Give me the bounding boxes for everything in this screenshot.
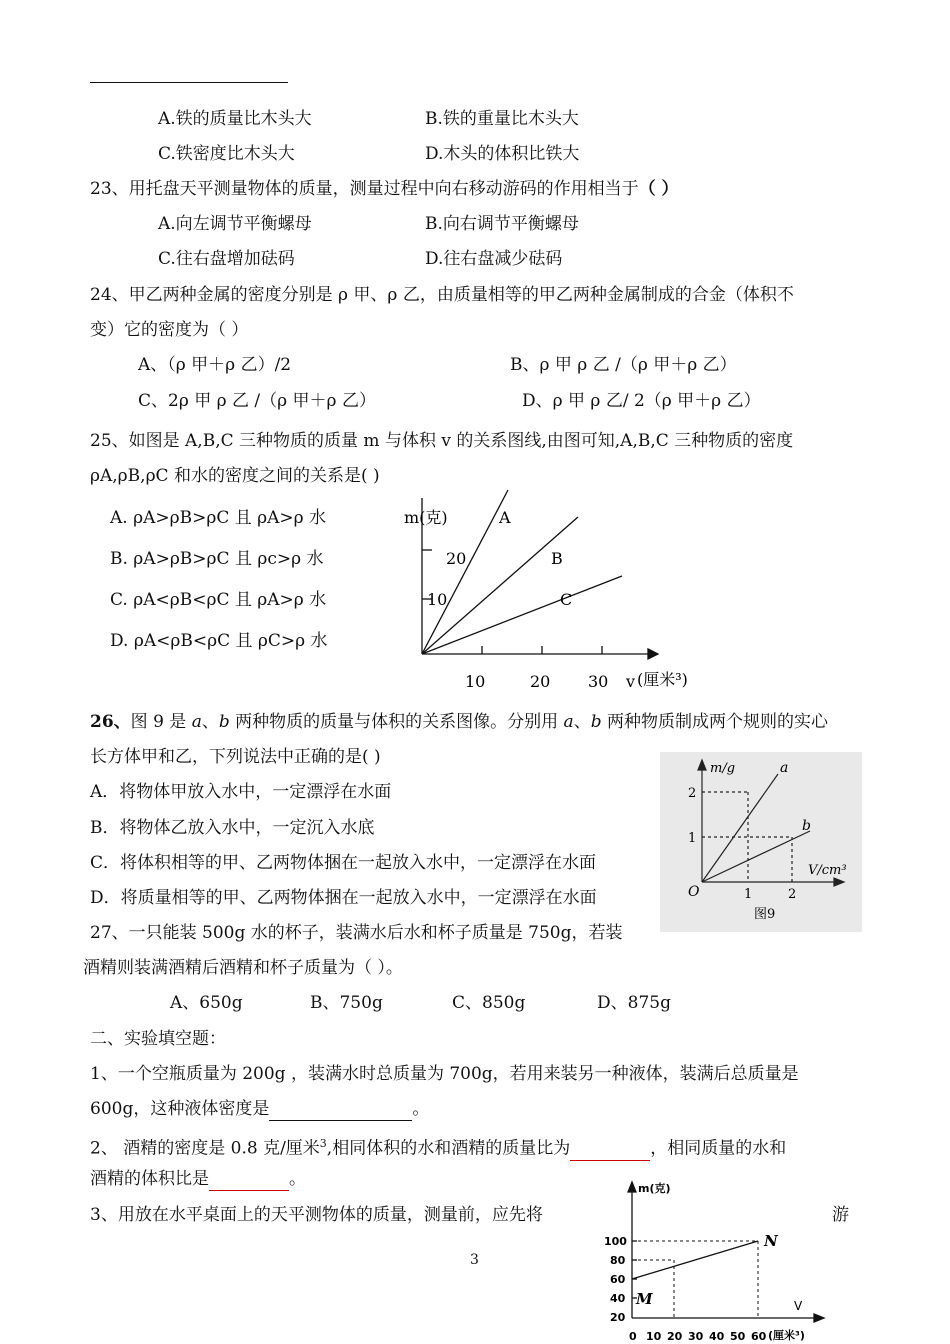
q25-label-b: B [551, 549, 563, 568]
q25-stem-line2: ρA,ρB,ρC 和水的密度之间的关系是( ) [90, 466, 380, 486]
q27-option-b: B、750g [310, 993, 383, 1013]
mn-ytick-100: 100 [604, 1235, 627, 1248]
q26-text-5: 两种物质制成两个规则的实心 [601, 712, 828, 732]
figure-9-graph [660, 752, 862, 932]
s2-q2-end: 。 [289, 1169, 306, 1189]
q25-x-unit: (厘米³) [637, 670, 688, 689]
q25-option-d: D. ρA<ρB<ρC 且 ρC>ρ 水 [110, 631, 328, 651]
q26-var-a2: a [563, 712, 574, 732]
q22-option-d: D.木头的体积比铁大 [425, 144, 580, 164]
page-number: 3 [470, 1252, 479, 1268]
q23-stem [90, 177, 679, 201]
fig9-xtick-2: 2 [788, 887, 797, 902]
s2-q2-text-d: 酒精的体积比是 [90, 1169, 209, 1189]
s2-q1-text: 600g，这种液体密度是 [90, 1099, 270, 1119]
q23-answer-paren: （ ） [638, 179, 679, 199]
q26-stem-line2: 长方体甲和乙，下列说法中正确的是( ) [90, 747, 381, 767]
s2-q1-answer-blank[interactable] [269, 1102, 412, 1121]
q25-xtick-10: 10 [465, 672, 486, 691]
figure-9 [660, 752, 862, 932]
s2-q1-line1: 1、一个空瓶质量为 200g ，装满水时总质量为 700g，若用来装另一种液体，装满后总质量是 [90, 1064, 799, 1084]
s2-q3-tail: 游 [832, 1205, 849, 1225]
q25-line-b [422, 517, 578, 654]
q23-option-d: D.往右盘减少砝码 [425, 249, 563, 269]
top-rule [90, 82, 288, 83]
fig9-xtick-1: 1 [744, 887, 753, 902]
q27-option-c: C、850g [452, 993, 526, 1013]
s2-q2-line1 [90, 1132, 786, 1161]
fig9-label-a: a [780, 760, 789, 776]
q26-number: 26、 [90, 712, 131, 732]
q25-stem-line1: 25、如图是 A,B,C 三种物质的质量 m 与体积 v 的关系图线,由图可知,A,B,C 三种物质的密度 [90, 431, 794, 451]
fig9-x-label: V/cm³ [808, 863, 847, 878]
q25-xtick-20: 20 [530, 672, 551, 691]
q27-stem-line2: 酒精则装满酒精后酒精和杯子质量为（ ）。 [83, 958, 403, 978]
q26-text-2: 、 [201, 712, 219, 732]
mn-label-m: M [636, 1290, 653, 1308]
q25-option-c: C. ρA<ρB<ρC 且 ρA>ρ 水 [110, 590, 327, 610]
fig9-line-a [702, 774, 778, 882]
q26-option-d: D．将质量相等的甲、乙两物体捆在一起放入水中，一定漂浮在水面 [90, 888, 597, 908]
fig9-ytick-1: 1 [688, 831, 697, 846]
q25-option-a: A. ρA>ρB>ρC 且 ρA>ρ 水 [110, 508, 327, 528]
fig9-y-label: m/g [710, 761, 736, 776]
q24-option-c: C、2ρ 甲 ρ 乙 /（ρ 甲＋ρ 乙） [138, 391, 376, 411]
s2-q2-text-a: 2、 酒精的密度是 0.8 克/厘米 [90, 1138, 320, 1159]
q22-option-b: B.铁的重量比木头大 [425, 109, 579, 129]
fig9-caption: 图9 [754, 907, 776, 922]
q27-stem-line1: 27、一只能装 500g 水的杯子，装满水后水和杯子质量是 750g，若装 [90, 923, 623, 943]
s2-q1-end: 。 [412, 1099, 430, 1119]
mn-label-n: N [764, 1232, 778, 1250]
mn-xtick-10: 10 [646, 1330, 662, 1343]
q24-option-d: D、ρ 甲 ρ 乙/ 2（ρ 甲＋ρ 乙） [522, 391, 761, 411]
q24-option-b: B、ρ 甲 ρ 乙 /（ρ 甲＋ρ 乙） [510, 355, 737, 375]
q25-label-a: A [499, 508, 511, 527]
mn-xtick-20: 20 [667, 1330, 683, 1343]
q23-option-c: C.往右盘增加砝码 [158, 249, 295, 269]
q26-var-b: b [218, 712, 230, 732]
q25-ytick-10: 10 [427, 590, 448, 609]
s2-q1-line2 [90, 1097, 429, 1121]
q27-option-d: D、875g [597, 993, 671, 1013]
mn-y-label: m(克) [638, 1182, 671, 1195]
q24-stem-line2: 变）它的密度为（ ） [90, 320, 249, 340]
mn-graph [590, 1178, 850, 1344]
mn-x-label: V [794, 1299, 803, 1313]
fig9-ytick-2: 2 [688, 786, 697, 801]
q26-option-b: B．将物体乙放入水中，一定沉入水底 [90, 818, 375, 838]
q25-x-arrow [648, 649, 658, 659]
q26-text-3: 两种物质的质量与体积的关系图像。分别用 [229, 712, 564, 732]
mn-x-unit: (厘米³) [768, 1329, 805, 1342]
q25-x-label: v [626, 672, 636, 691]
q25-line-c [422, 576, 622, 654]
q25-mass-volume-graph [380, 480, 720, 710]
mn-ytick-40: 40 [610, 1292, 626, 1305]
s2-q2-blank-2[interactable] [209, 1172, 289, 1191]
q26-var-a: a [191, 712, 202, 732]
q22-option-c: C.铁密度比木头大 [158, 144, 295, 164]
section-2-title: 二、实验填空题： [90, 1029, 226, 1049]
q25-option-b: B. ρA>ρB>ρC 且 ρc>ρ 水 [110, 549, 324, 569]
q23-option-a: A.向左调节平衡螺母 [158, 214, 312, 234]
fig9-line-b [702, 831, 810, 882]
q26-var-b2: b [590, 712, 602, 732]
s2-q2-blank-1[interactable] [570, 1142, 650, 1161]
q22-option-a: A.铁的质量比木头大 [158, 109, 312, 129]
s2-q2-text-b: ,相同体积的水和酒精的质量比为 [326, 1138, 571, 1159]
s2-q3-line1: 3、用放在水平桌面上的天平测物体的质量，测量前，应先将 [90, 1205, 543, 1225]
q27-option-a: A、650g [170, 993, 243, 1013]
q26-text-4: 、 [573, 712, 591, 732]
q25-xtick-30: 30 [588, 672, 609, 691]
q25-ytick-20: 20 [446, 549, 467, 568]
mn-ytick-80: 80 [610, 1254, 626, 1267]
s2-q2-sup: 3 [319, 1137, 327, 1150]
q26-text-1: 图 9 是 [130, 712, 192, 732]
mn-ytick-60: 60 [610, 1273, 626, 1286]
q25-y-label: m(克) [404, 508, 448, 527]
mn-xtick-30: 30 [688, 1330, 704, 1343]
q24-option-a: A、（ρ 甲＋ρ 乙）/2 [138, 355, 292, 375]
q26-option-a: A．将物体甲放入水中，一定漂浮在水面 [90, 782, 392, 802]
mn-xtick-0: 0 [629, 1330, 637, 1343]
mn-xtick-40: 40 [709, 1330, 725, 1343]
q26-stem-line1 [90, 710, 828, 734]
fig9-origin: O [688, 884, 700, 900]
s2-q2-line2 [90, 1167, 306, 1191]
mn-xtick-60: 60 [751, 1330, 767, 1343]
q23-stem-text: 23、用托盘天平测量物体的质量，测量过程中向右移动游码的作用相当于 [90, 179, 639, 199]
q23-option-b: B.向右调节平衡螺母 [425, 214, 579, 234]
q24-stem-line1: 24、甲乙两种金属的密度分别是 ρ 甲、ρ 乙，由质量相等的甲乙两种金属制成的合金（体积不 [90, 285, 794, 305]
q25-label-c: C [560, 590, 573, 609]
s2-q2-text-c: ，相同质量的水和 [650, 1138, 787, 1159]
mn-xtick-50: 50 [730, 1330, 746, 1343]
mn-ytick-20: 20 [610, 1311, 626, 1324]
q26-option-c: C．将体积相等的甲、乙两物体捆在一起放入水中，一定漂浮在水面 [90, 853, 597, 873]
fig9-label-b: b [802, 818, 811, 834]
